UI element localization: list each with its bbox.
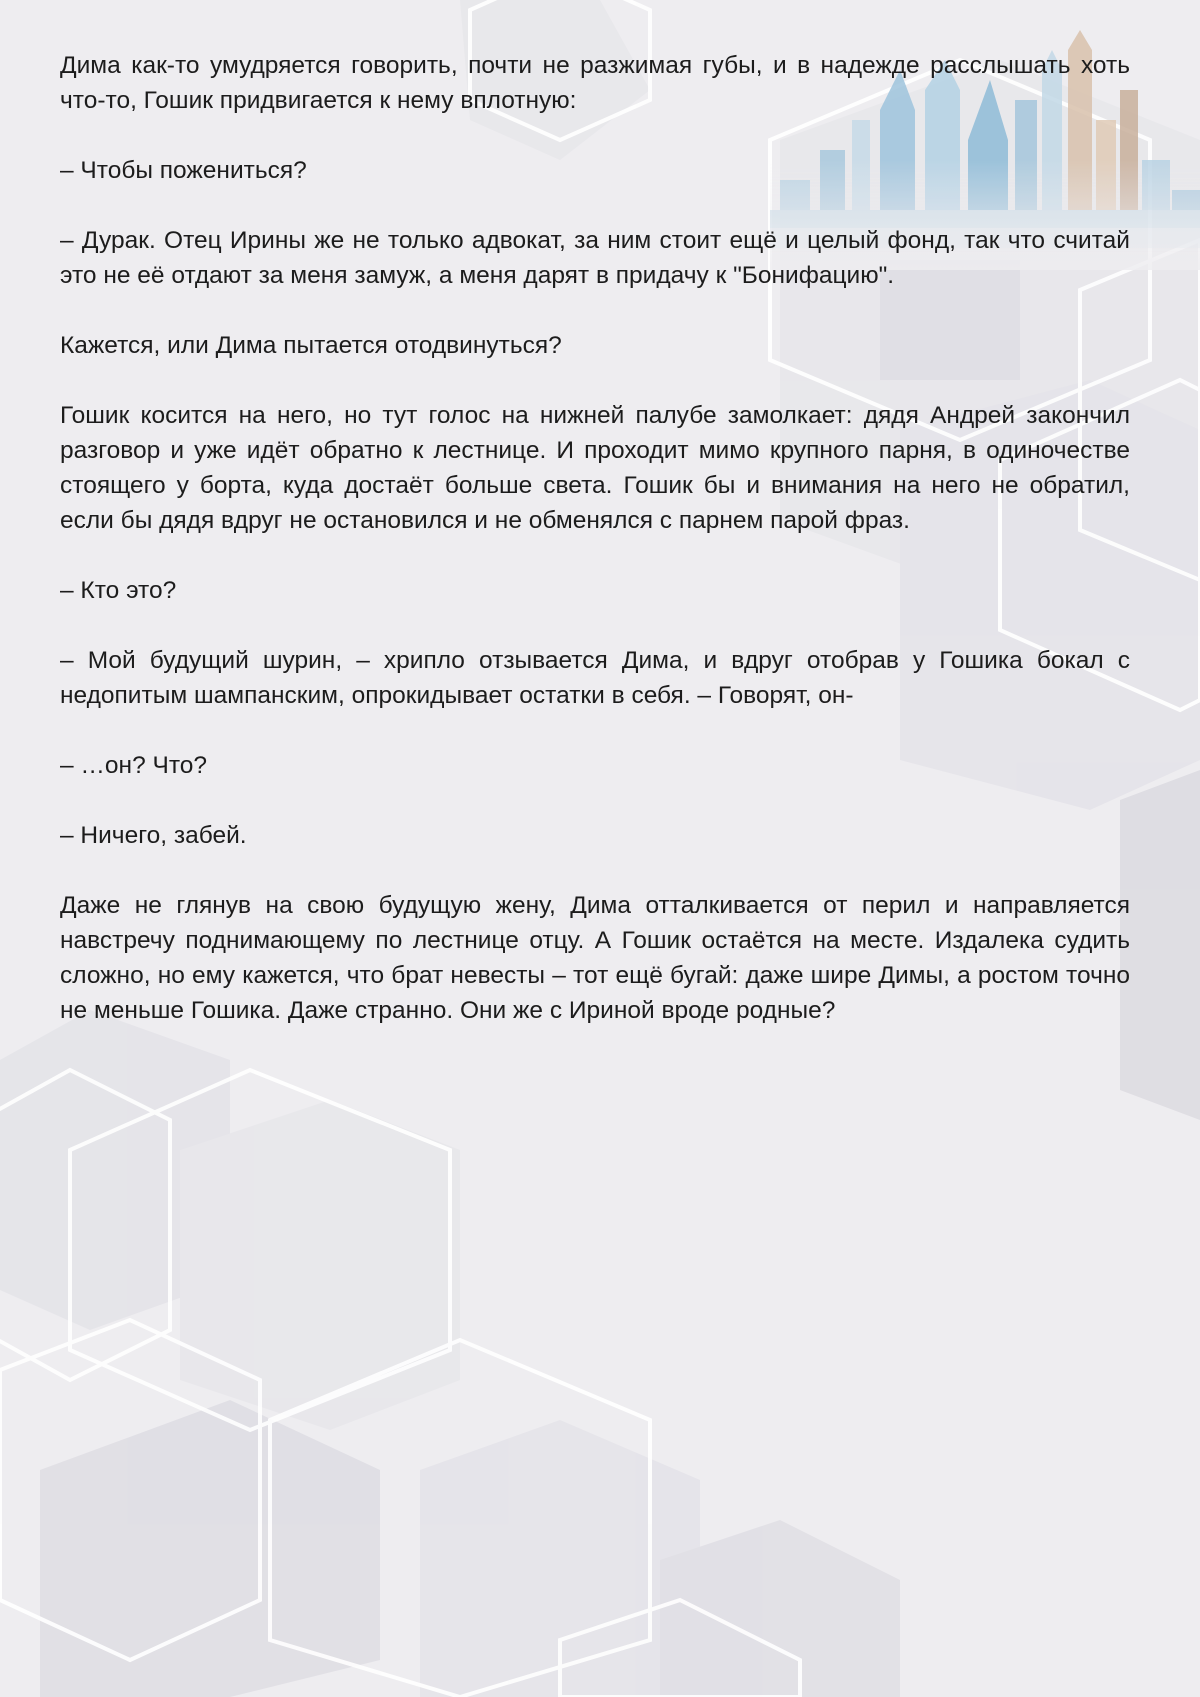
paragraph: Даже не глянув на свою будущую жену, Дима отталкивается от перил и направляется навстречу поднимающему по лестнице отцу. А Гошик остаётся на месте. Издалека судить сложно, но ему кажется, что брат невесты – тот ещё бугай: даже шире Димы, а ростом точно не меньше Гошика. Даже странно. Они же с Ириной вроде родные?	[60, 892, 1130, 1024]
paragraph: – Кто это?	[60, 577, 177, 604]
paragraph: – Мой будущий шурин, – хрипло отзывается Дима, и вдруг отобрав у Гошика бокал с недопитым шампанским, опрокидывает остатки в себя. – Говорят, он-	[60, 647, 1130, 709]
paragraph: – Дурак. Отец Ирины же не только адвокат, за ним стоит ещё и целый фонд, так что считай это не её отдают за меня замуж, а меня дарят в придачу к "Бонифацию".	[60, 227, 1130, 289]
paragraph: – …он? Что?	[60, 752, 208, 779]
paragraph: Гошик косится на него, но тут голос на нижней палубе замолкает: дядя Андрей закончил разговор и уже идёт обратно к лестнице. И проходит мимо крупного парня, в одиночестве стоящего у борта, куда достаёт больше света. Гошик бы и внимания на него не обратил, если бы дядя вдруг не остановился и не обменялся с парнем парой фраз.	[60, 402, 1130, 534]
paragraph: Кажется, или Дима пытается отодвинуться?	[60, 332, 562, 359]
paragraph: – Чтобы пожениться?	[60, 157, 307, 184]
paragraph: Дима как-то умудряется говорить, почти не разжимая губы, и в надежде расслышать хоть что-то, Гошик придвигается к нему вплотную:	[60, 52, 1130, 114]
paragraph: – Ничего, забей.	[60, 822, 247, 849]
story-text	[60, 48, 1130, 1028]
